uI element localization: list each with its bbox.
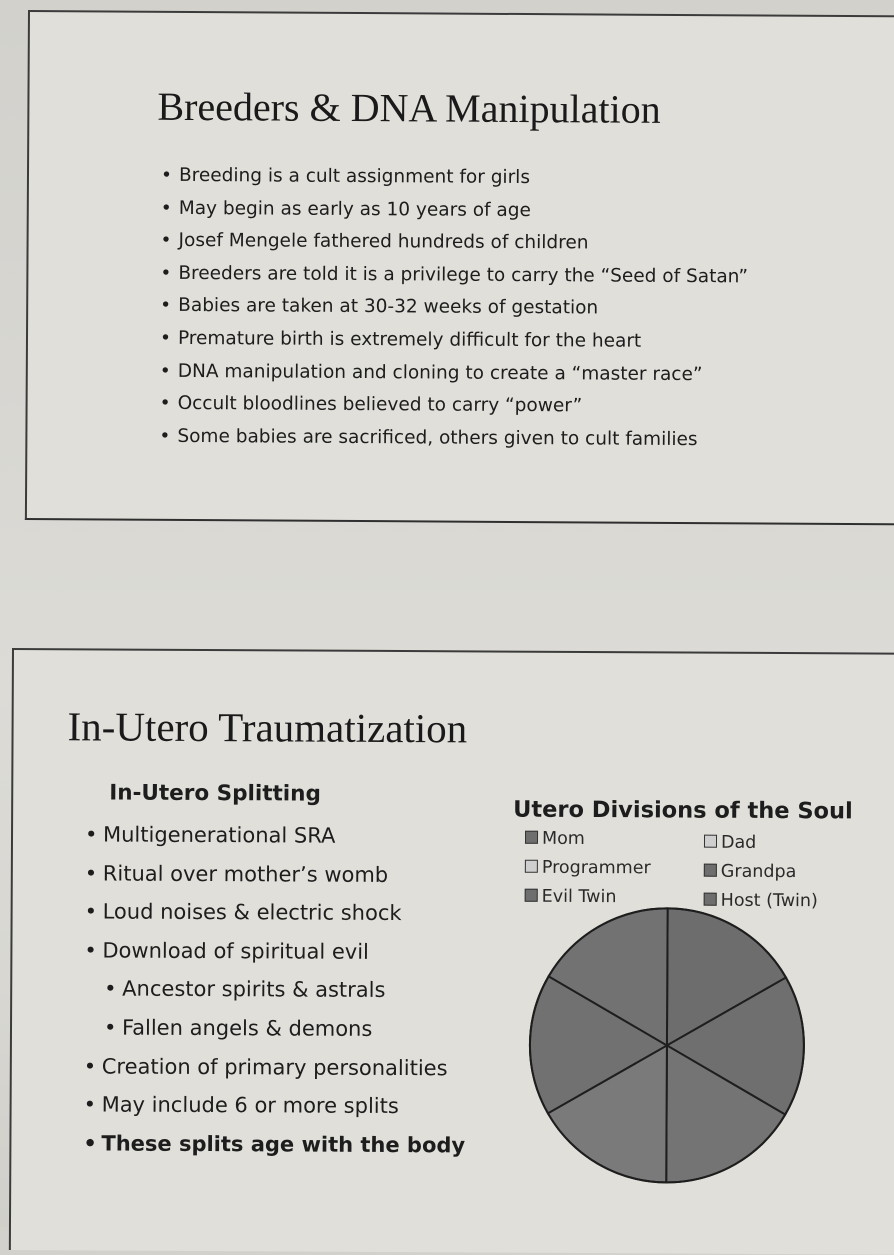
legend-item (525, 858, 651, 879)
bullet-item: • Loud noises & electric shock (102, 898, 466, 938)
legend-swatch (525, 831, 538, 844)
bullet-item: • Breeders are told it is a privilege to carry the “Seed of Satan” (178, 261, 748, 297)
bullet-item: • Download of spiritual evil (102, 936, 466, 976)
bullet-item: • Multigenerational SRA (103, 820, 467, 860)
legend-label: Programmer (541, 857, 651, 879)
bullet-item: • Josef Mengele fathered hundreds of children (178, 228, 748, 264)
legend-label: Host (Twin) (720, 890, 818, 912)
legend-label: Grandpa (720, 861, 797, 883)
legend-swatch (704, 835, 717, 848)
legend-label: Evil Twin (541, 886, 617, 908)
bullet-item: • Occult bloodlines believed to carry “power” (177, 391, 747, 427)
legend-swatch (525, 889, 538, 902)
legend-label: Dad (720, 832, 757, 853)
sub-bullet-item: • Fallen angels & demons (102, 1013, 466, 1053)
legend-swatch (704, 864, 717, 877)
bullet-item-bold: • These splits age with the body (101, 1129, 465, 1169)
bullet-item: • Babies are taken at 30-32 weeks of gestation (178, 293, 748, 329)
sub-bullet-item: • Ancestor spirits & astrals (102, 975, 466, 1015)
slide-title: Breeders & DNA Manipulation (157, 83, 661, 132)
left-heading: In-Utero Splitting (109, 780, 321, 807)
legend-item (525, 829, 585, 849)
bullet-item: • Breeding is a cult assignment for girls (179, 163, 749, 199)
bullet-item: • Ritual over mother’s womb (103, 859, 467, 899)
bullet-item: • Creation of primary personalities (102, 1052, 466, 1092)
bullet-item: • May include 6 or more splits (101, 1091, 465, 1131)
legend-label: Mom (541, 828, 585, 850)
bullet-list (101, 820, 467, 1169)
legend-item (704, 862, 797, 882)
bullet-item: • DNA manipulation and cloning to create a “master race” (178, 358, 748, 394)
slide-breeders (25, 10, 894, 525)
bullet-item: • Some babies are sacrificed, others given to cult families (177, 424, 747, 460)
slide-title: In-Utero Traumatization (67, 703, 468, 752)
bullet-item: • Premature birth is extremely difficult for the heart (178, 326, 748, 362)
legend-swatch (525, 860, 538, 873)
pie-chart (516, 903, 818, 1205)
bullet-item: • May begin as early as 10 years of age (179, 196, 749, 232)
bullet-list (177, 163, 748, 460)
slide-in-utero (9, 648, 894, 1255)
chart-title: Utero Divisions of the Soul (513, 796, 853, 825)
legend-item (704, 833, 756, 853)
